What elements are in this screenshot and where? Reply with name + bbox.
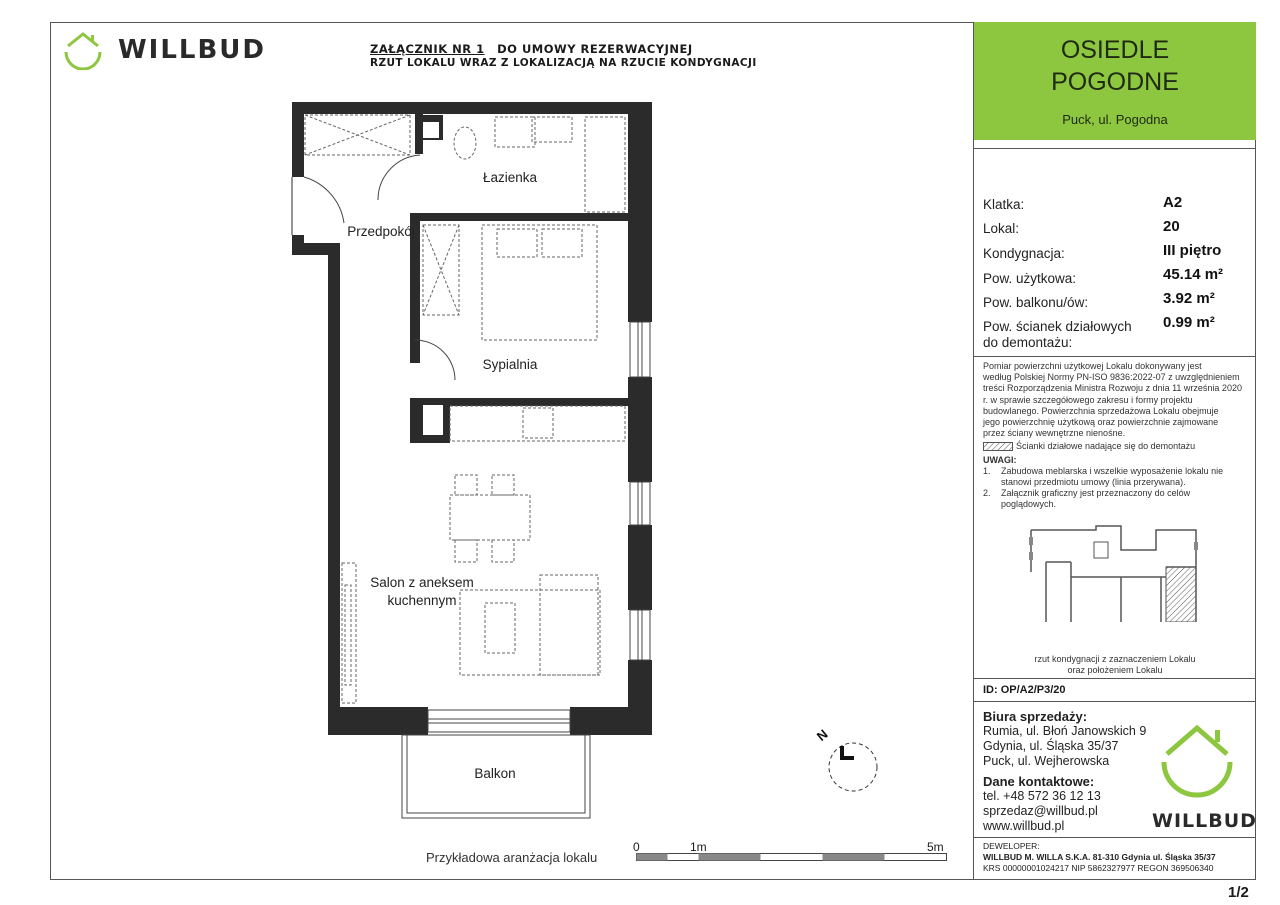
divider [974,148,1256,149]
attachment-title-rest: DO UMOWY REZERWACYJNEJ [497,42,693,56]
developer-line-1: WILLBUD M. WILLA S.K.A. 81-310 Gdynia ul. Śląska 35/37 [983,852,1216,862]
note-number: 1. [983,466,991,476]
measurement-note-line: treści Rozporządzenia Ministra Rozwoju z dnia 11 września 2020 [983,383,1242,394]
demolition-legend: Ścianki działowe nadające się do demontażu [1016,441,1196,451]
contact-website[interactable]: www.willbud.pl [983,819,1065,833]
brand-logo-text-large: WILLBUD [1152,810,1257,832]
room-label-hall: Przedpokój [347,224,415,239]
wall-top [292,102,652,114]
floor-label: Kondygnacja: [983,246,1065,261]
attachment-number: ZAŁĄCZNIK NR 1 [370,42,485,56]
sales-office-1: Rumia, ul. Błoń Janowskich 9 [983,724,1147,738]
measurement-note-line: przez ściany wewnętrzne nienośne. [983,428,1126,439]
measurement-note-line: Pomiar powierzchni użytkowej Lokalu dokonywany jest [983,361,1202,371]
compass-north-label: N [813,726,831,744]
keyplan-caption-1: rzut kondygnacji z zaznaczeniem Lokalu [1034,654,1196,664]
stair-value: A2 [1163,194,1183,211]
measurement-note-line: jego powierzchnię użytkową oraz powierzchnie zajmowane [983,417,1219,428]
wall-right-3 [628,525,652,610]
stair-label: Klatka: [983,197,1025,212]
key-plan [1026,522,1206,622]
walls-value: 0.99 m² [1163,314,1215,331]
room-label-living-2: kuchennym [387,593,457,608]
scale-label-five: 5m [927,840,944,854]
note-1-line-1: Zabudowa meblarska i wszelkie wyposażenie lokalu nie [1001,466,1224,476]
wall-bottom-left [328,707,428,735]
unit-value: 20 [1163,218,1180,235]
note-1-line-2: stanowi przedmiotu umowy (linia przerywana). [1001,477,1186,487]
contact-email[interactable]: sprzedaz@willbud.pl [983,804,1098,818]
wall-left-upper [292,102,304,177]
room-label-bathroom: Łazienka [482,170,538,185]
floor-value: III piętro [1163,242,1222,259]
attachment-title [370,42,693,56]
developer-line-2: KRS 00000001024217 NIP 5862327977 REGON 369506340 [983,863,1214,873]
project-name-line2: POGODNE [1051,68,1179,96]
area-value: 45.14 m² [1163,266,1224,283]
scale-bar [636,853,948,863]
wall-bath-bottom [418,213,628,221]
page-number: 1/2 [1228,884,1249,901]
note-2-line-2: poglądowych. [1001,499,1057,509]
room-label-bedroom: Sypialnia [482,357,538,372]
developer-label: DEWELOPER: [983,841,1040,851]
room-label-living-1: Salon z aneksem [370,575,474,590]
measurement-note [983,361,1245,439]
info-panel [973,22,1256,880]
note-2-line-1: Załącznik graficzny jest przeznaczony do celów [1001,488,1191,498]
balcony-area-value: 3.92 m² [1163,290,1215,307]
measurement-note-line: r. w sprawie szczegółowego zakresu i formy projektu [983,394,1193,405]
wall-left-step [292,243,340,255]
project-location: Puck, ul. Pogodna [1062,112,1168,127]
willbud-logo-large-icon [1157,718,1237,800]
wall-left-lower [328,243,340,733]
contact-phone[interactable]: tel. +48 572 36 12 13 [983,789,1101,803]
contact-title: Dane kontaktowe: [983,774,1095,789]
keyplan-caption-2: oraz położeniem Lokalu [1067,665,1163,675]
measurement-note-line: według Polskiej Normy PN-ISO 9836:2022-07 z uwzględnieniem [983,372,1240,383]
measurement-note-line: budowlanego. Powierzchnia sprzedażowa Lokalu obejmuje [983,405,1219,416]
unit-id: ID: OP/A2/P3/20 [983,684,1066,696]
attachment-subtitle: RZUT LOKALU WRAZ Z LOKALIZACJĄ NA RZUCIE KONDYGNACJI [370,57,757,69]
project-banner [974,22,1256,140]
wall-bottom-right [570,707,652,735]
walls-label-1: Pow. ścianek działowych [983,319,1132,334]
arrangement-caption: Przykładowa aranżacja lokalu [426,850,598,865]
scale-label-zero: 0 [633,840,640,854]
balcony-area-label: Pow. balkonu/ów: [983,295,1089,310]
project-name-line1: OSIEDLE [1060,36,1170,64]
notes-title: UWAGI: [983,455,1017,465]
note-number: 2. [983,488,991,498]
sales-office-3: Puck, ul. Wejherowska [983,754,1110,768]
floor-plan [270,95,690,830]
divider [974,356,1256,357]
sales-title: Biura sprzedaży: [983,709,1088,724]
unit-label: Lokal: [983,221,1020,236]
scale-label-one: 1m [690,840,707,854]
divider [974,701,1256,702]
hatch-legend-icon [983,442,1013,451]
brand-logo-text: WILLBUD [118,35,266,65]
wall-right-1 [628,102,652,322]
divider [974,678,1256,679]
room-label-balcony: Balkon [474,766,516,781]
walls-label-2: do demontażu: [983,335,1073,350]
area-label: Pow. użytkowa: [983,271,1077,286]
divider [974,837,1256,838]
wall-right-2 [628,377,652,482]
sales-office-2: Gdynia, ul. Śląska 35/37 [983,739,1119,753]
compass-icon [812,722,884,794]
willbud-logo-icon [62,30,104,70]
